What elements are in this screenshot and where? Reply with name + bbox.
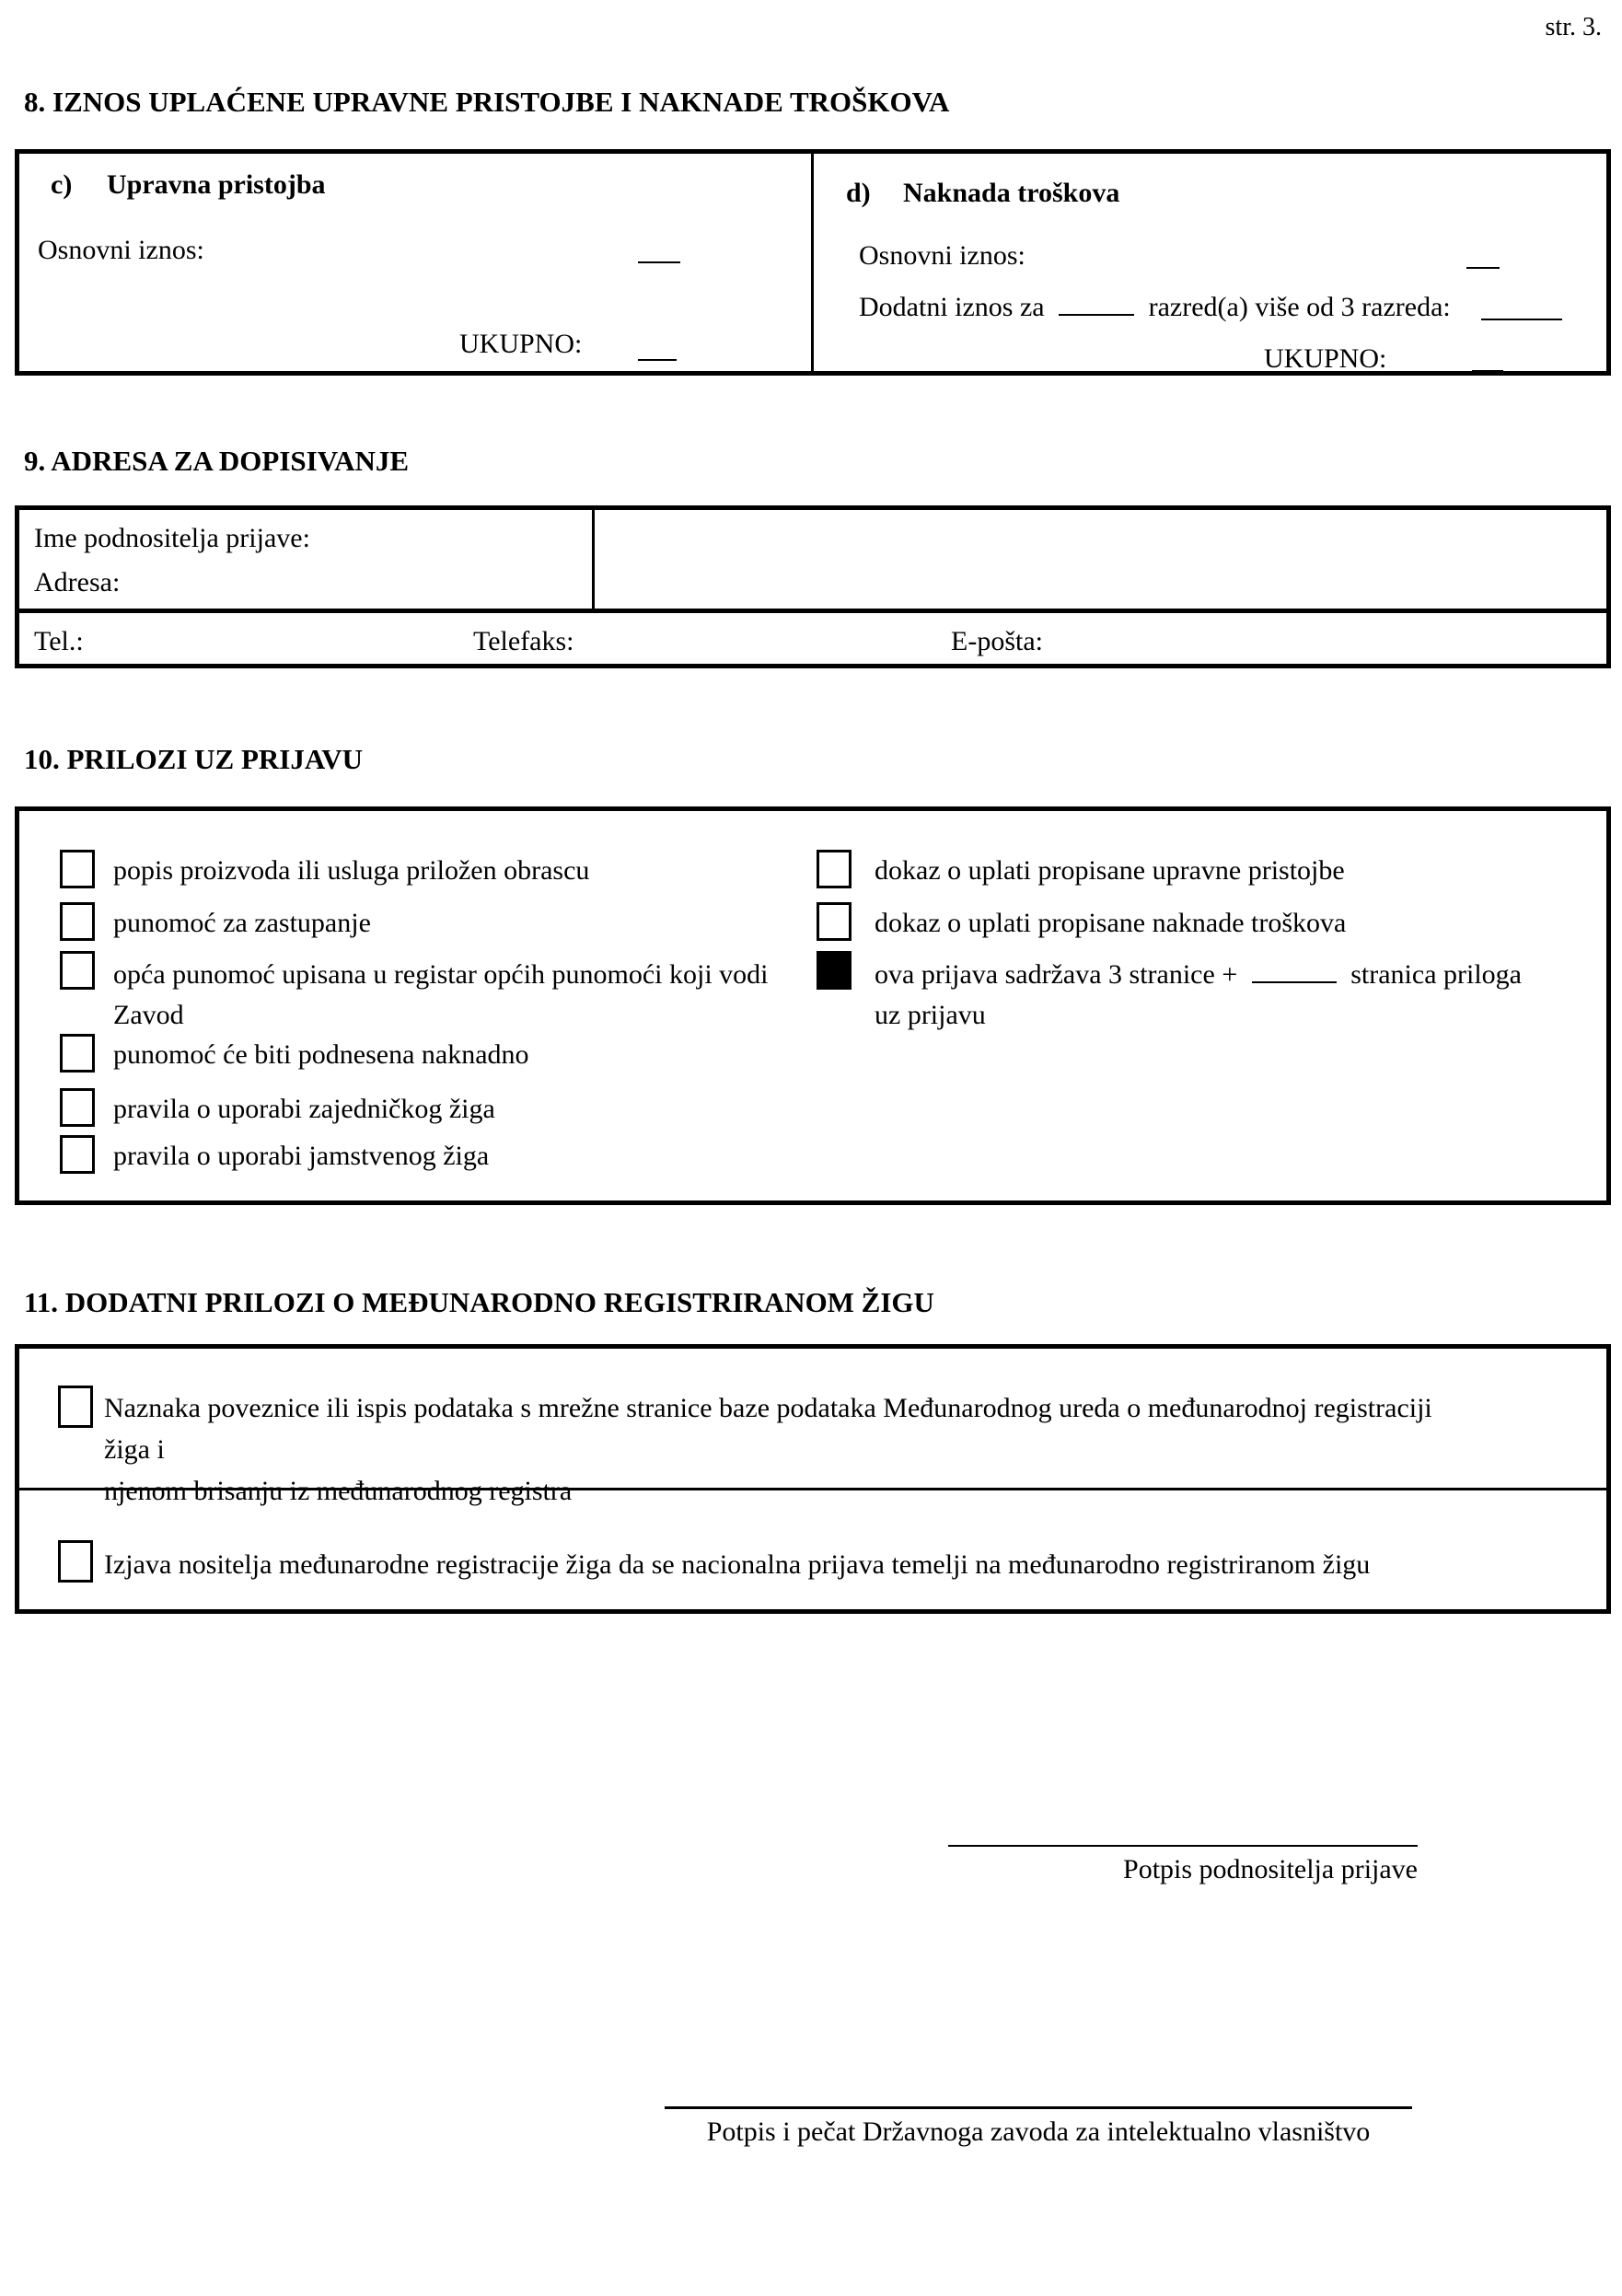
label-pravila-zajednickog: pravila o uporabi zajedničkog žiga bbox=[113, 1094, 495, 1124]
label-pravila-jamstvenog: pravila o uporabi jamstvenog žiga bbox=[113, 1141, 490, 1171]
label-naznaka-poveznice: Naznaka poveznice ili ispis podataka s mrežne stranice baze podataka Međunarodnog ureda o međunarodnoj registraciji žiga i njenom brisanju iz međunarodnog registra bbox=[104, 1393, 1432, 1506]
tel-label: Tel.: bbox=[34, 626, 84, 656]
checkbox-pravila-zajednickog[interactable] bbox=[60, 1088, 95, 1127]
section11-box bbox=[15, 1344, 1611, 1614]
label-punomoc-naknadno: punomoć će biti podnesena naknadno bbox=[113, 1039, 529, 1070]
section10-heading: 10. PRILOZI UZ PRIJAVU bbox=[24, 743, 364, 775]
label-opca-punomoc: opća punomoć upisana u registar općih punomoći koji vodi Zavod bbox=[113, 959, 769, 1030]
section9-box bbox=[15, 505, 1611, 668]
section8d-classes-blank[interactable] bbox=[1059, 313, 1134, 316]
section9-top-row bbox=[19, 510, 1606, 609]
section8c-osnovni-amount-blank[interactable] bbox=[638, 261, 680, 263]
checkbox-pravila-jamstvenog[interactable] bbox=[60, 1135, 95, 1174]
checkbox-dokaz-pristojbe[interactable] bbox=[817, 850, 852, 888]
checkbox-izjava-nositelja[interactable] bbox=[58, 1540, 93, 1583]
label-izjava-nositelja: Izjava nositelja međunarodne registracije žiga da se nacionalna prijava temelji na međunarodno registriranom žigu bbox=[104, 1549, 1371, 1580]
section8d-ukupno-amount-blank[interactable] bbox=[1472, 369, 1503, 372]
section8c-letter: c) bbox=[51, 169, 73, 200]
section8d-osnovni-amount-blank[interactable] bbox=[1466, 266, 1500, 269]
section10-box bbox=[15, 806, 1611, 1205]
applicant-name-label: Ime podnositelja prijave: bbox=[34, 523, 310, 553]
section8d-osnovni-label: Osnovni iznos: bbox=[859, 240, 1025, 271]
address-label: Adresa: bbox=[34, 567, 121, 597]
section8d-dodatni-prefix: Dodatni iznos za bbox=[859, 292, 1045, 322]
section8d-letter: d) bbox=[846, 178, 871, 208]
checkbox-broj-stranica[interactable] bbox=[817, 951, 852, 990]
section8d-title: Naknada troškova bbox=[903, 178, 1120, 208]
office-signature-line[interactable] bbox=[665, 2106, 1412, 2109]
section11-heading: 11. DODATNI PRILOZI O MEĐUNARODNO REGISTRIRANOM ŽIGU bbox=[24, 1286, 934, 1318]
applicant-signature-line[interactable] bbox=[948, 1845, 1418, 1847]
section8c-title: Upravna pristojba bbox=[107, 169, 326, 200]
section8d-dodatni-line bbox=[859, 290, 1451, 325]
office-signature-label: Potpis i pečat Državnoga zavoda za intelektualno vlasništvo bbox=[706, 2116, 1371, 2147]
section8c-ukupno-amount-blank[interactable] bbox=[638, 358, 677, 361]
applicant-signature-label: Potpis podnositelja prijave bbox=[1123, 1854, 1418, 1884]
page-number: str. 3. bbox=[1545, 13, 1602, 41]
checkbox-naznaka-poveznice[interactable] bbox=[58, 1386, 93, 1428]
label-popis-proizvoda: popis proizvoda ili usluga priložen obrascu bbox=[113, 855, 590, 886]
section8-box bbox=[15, 149, 1611, 376]
section8-heading: 8. IZNOS UPLAĆENE UPRAVNE PRISTOJBE I NAKNADE TROŠKOVA bbox=[24, 86, 950, 118]
section8c-osnovni-label: Osnovni iznos: bbox=[38, 235, 204, 265]
label-dokaz-troskova: dokaz o uplati propisane naknade troškova bbox=[875, 908, 1347, 938]
label-dokaz-pristojbe: dokaz o uplati propisane upravne pristojbe bbox=[875, 855, 1345, 886]
stranica-priloga-blank[interactable] bbox=[1252, 980, 1337, 983]
section8d-ukupno-label: UKUPNO: bbox=[1264, 343, 1387, 374]
section8d-dodatni-amount-blank[interactable] bbox=[1481, 318, 1562, 320]
telefaks-label: Telefaks: bbox=[473, 626, 574, 656]
section8-column-divider bbox=[811, 154, 814, 371]
checkbox-punomoc-naknadno[interactable] bbox=[60, 1034, 95, 1073]
checkbox-dokaz-troskova[interactable] bbox=[817, 902, 852, 941]
eposta-label: E-pošta: bbox=[951, 626, 1043, 656]
label-punomoc-zastupanje: punomoć za zastupanje bbox=[113, 908, 371, 938]
section8c-ukupno-label: UKUPNO: bbox=[459, 329, 583, 359]
label-broj-stranica: ova prijava sadržava 3 stranice + stranica priloga uz prijavu bbox=[875, 959, 1522, 1030]
applicant-name-field[interactable] bbox=[595, 510, 1606, 609]
checkbox-popis-proizvoda[interactable] bbox=[60, 850, 95, 888]
checkbox-punomoc-zastupanje[interactable] bbox=[60, 902, 95, 941]
section9-bottom-row bbox=[19, 613, 1606, 664]
checkbox-opca-punomoc[interactable] bbox=[60, 951, 95, 990]
section8d-dodatni-suffix: razred(a) više od 3 razreda: bbox=[1148, 292, 1451, 322]
section9-heading: 9. ADRESA ZA DOPISIVANJE bbox=[24, 445, 410, 477]
